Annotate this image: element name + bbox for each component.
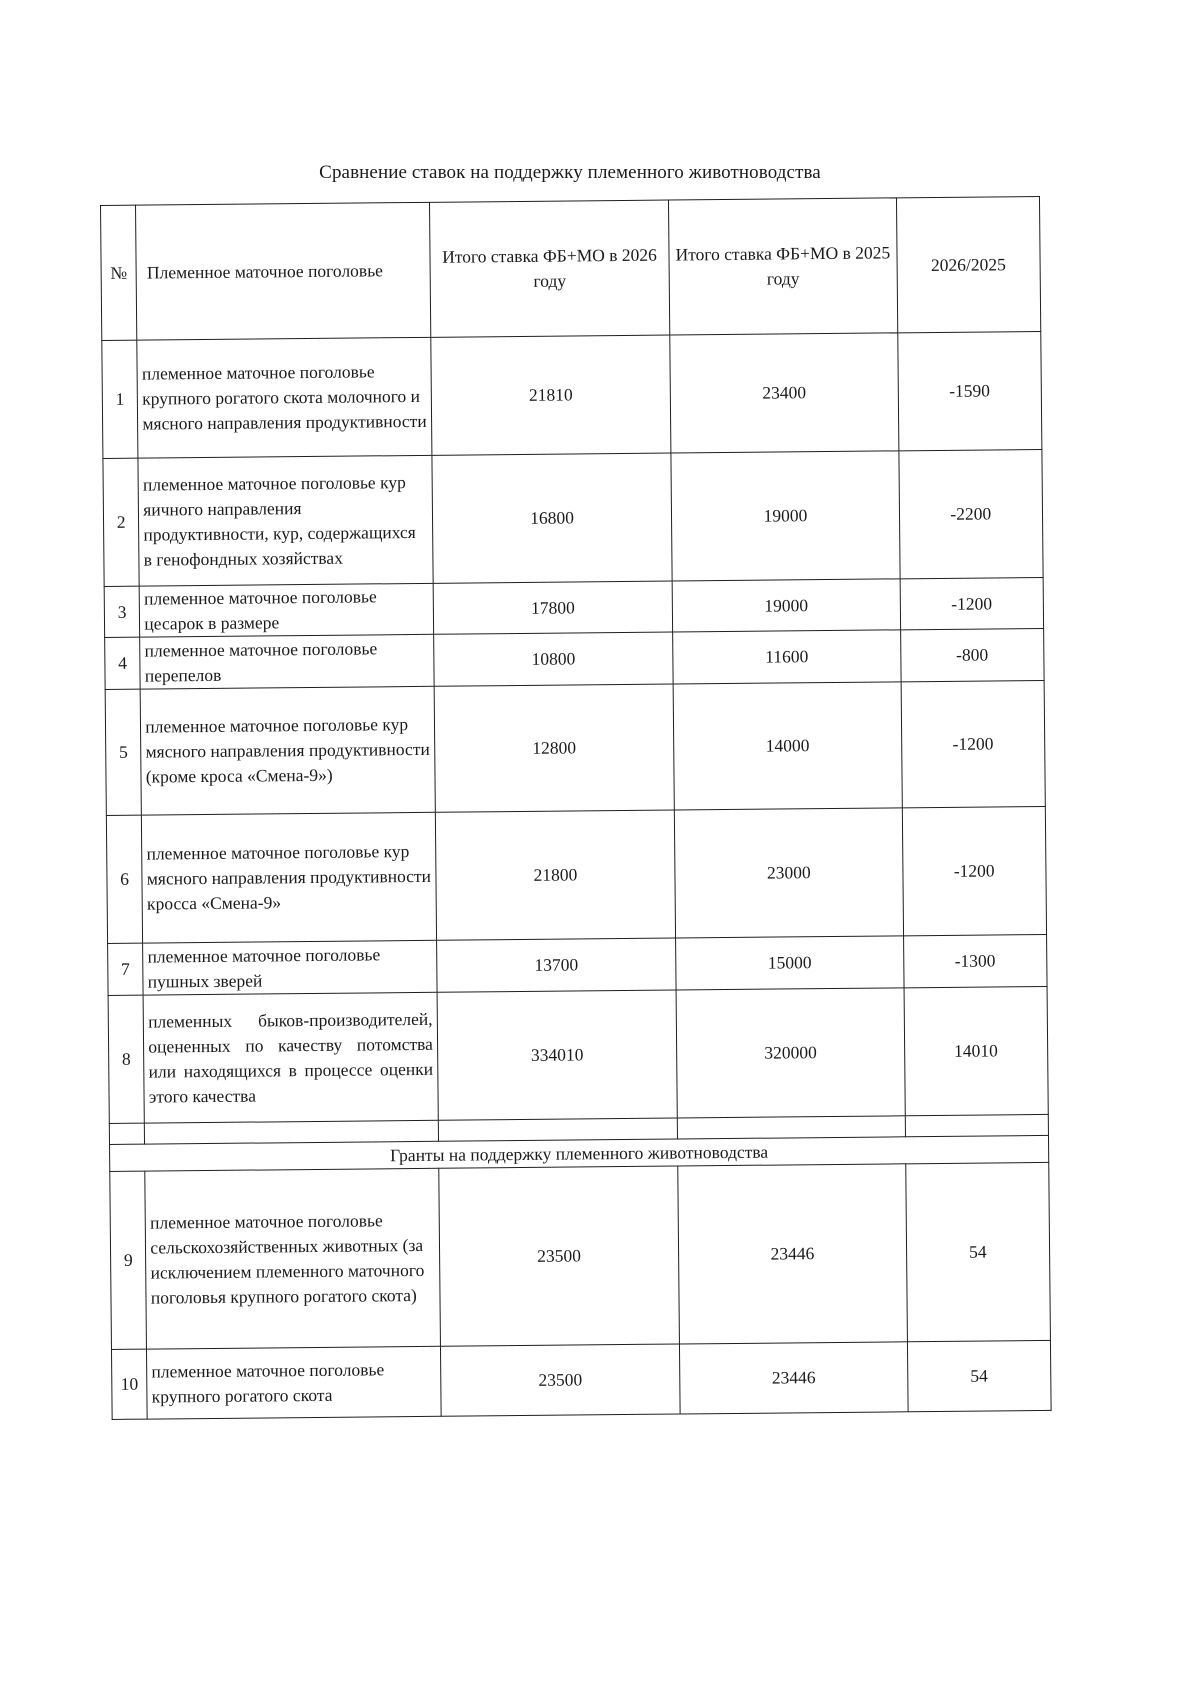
row-livestock: племенное маточное поголовье кур мясного направления продуктивности кросса «Смена-9» [142,812,437,943]
row-difference: -1590 [897,331,1042,450]
row-livestock: племенное маточное поголовье цесарок в размере [139,583,433,637]
table-row [106,806,1046,943]
table-row [108,986,1048,1123]
row-rate-2025: 23446 [678,1164,907,1344]
row-rate-2025: 19000 [672,579,900,632]
row-rate-2026: 12800 [434,684,675,812]
row-difference: -1300 [903,934,1047,987]
row-livestock: племенное маточное поголовье сельскохозяйственных животных (за исключением племенного маточного поголовья крупного рогатого скота) [145,1168,440,1349]
row-livestock: племенное маточное поголовье пушных зверей [143,940,437,995]
table-row [102,331,1042,458]
row-livestock: племенное маточное поголовье перепелов [140,634,434,689]
row-rate-2025: 23446 [680,1342,908,1414]
row-number: 4 [105,637,141,689]
row-rate-2026: 21810 [431,335,672,455]
row-rate-2025: 15000 [676,936,904,990]
table-row [104,577,1043,637]
table-row [108,934,1047,995]
section-title: Гранты на поддержку племенного животноводства [110,1135,1049,1171]
page-title: Сравнение ставок на поддержку племенного животноводства [319,162,821,183]
row-difference: 14010 [904,986,1049,1115]
table-row [105,680,1045,815]
row-difference: -1200 [901,680,1046,807]
row-number: 9 [110,1171,147,1349]
row-livestock: племенное маточное поголовье кур мясного направления продуктивности (кроме кроса «Смена-9») [140,686,435,815]
row-rate-2026: 16800 [432,453,673,583]
table-row [110,1162,1051,1349]
empty-cell [145,1120,439,1144]
row-number: 3 [104,586,140,637]
row-livestock: племенное маточное поголовье крупного рогатого скота молочного и мясного направления продуктивности [137,337,432,458]
row-difference: -800 [900,628,1044,681]
row-rate-2025: 11600 [673,630,901,684]
row-number: 6 [106,815,143,943]
table-row [103,449,1043,586]
header-difference: 2026/2025 [896,196,1041,332]
header-livestock: Племенное маточное поголовье [136,202,431,340]
row-rate-2026: 17800 [433,581,673,634]
row-rate-2025: 19000 [671,451,900,581]
row-number: 10 [111,1349,147,1419]
row-livestock: племенных быков-производителей, оцененных по качеству потомства или находящихся в процессе оценки этого качества [143,992,438,1123]
empty-cell [438,1118,678,1141]
row-rate-2026: 21800 [435,810,676,940]
row-difference: -2200 [898,449,1043,578]
row-rate-2026: 10800 [433,632,673,686]
row-rate-2025: 14000 [673,682,901,810]
row-number: 1 [102,340,138,458]
header-number: № [101,205,138,340]
row-difference: 54 [907,1340,1051,1411]
row-rate-2025: 23000 [675,808,904,938]
rates-table [100,196,1052,1420]
row-rate-2026: 334010 [437,990,678,1120]
empty-cell [678,1116,905,1139]
row-difference: 54 [905,1162,1050,1341]
header-rate-2025: Итого ставка ФБ+МО в 2025 году [669,198,898,335]
table-header-row [101,196,1041,340]
row-livestock: племенное маточное поголовье кур яичного направления продуктивности, кур, содержащихся в генофондных хозяйствах [138,455,433,586]
empty-cell [109,1123,144,1144]
table-row [111,1340,1051,1419]
row-livestock: племенное маточное поголовье крупного рогатого скота [147,1346,441,1419]
row-difference: -1200 [900,577,1044,629]
row-number: 5 [105,689,142,815]
row-rate-2026: 23500 [440,1344,680,1416]
header-rate-2026: Итого ставка ФБ+МО в 2026 году [429,200,670,337]
row-difference: -1200 [902,806,1047,935]
table-row [105,628,1044,689]
row-rate-2026: 13700 [436,938,676,992]
row-number: 2 [103,458,140,586]
row-number: 8 [108,995,145,1123]
row-number: 7 [108,943,144,995]
row-rate-2025: 23400 [670,333,898,453]
row-rate-2025: 320000 [676,988,905,1118]
empty-cell [905,1114,1049,1136]
row-rate-2026: 23500 [439,1166,680,1346]
